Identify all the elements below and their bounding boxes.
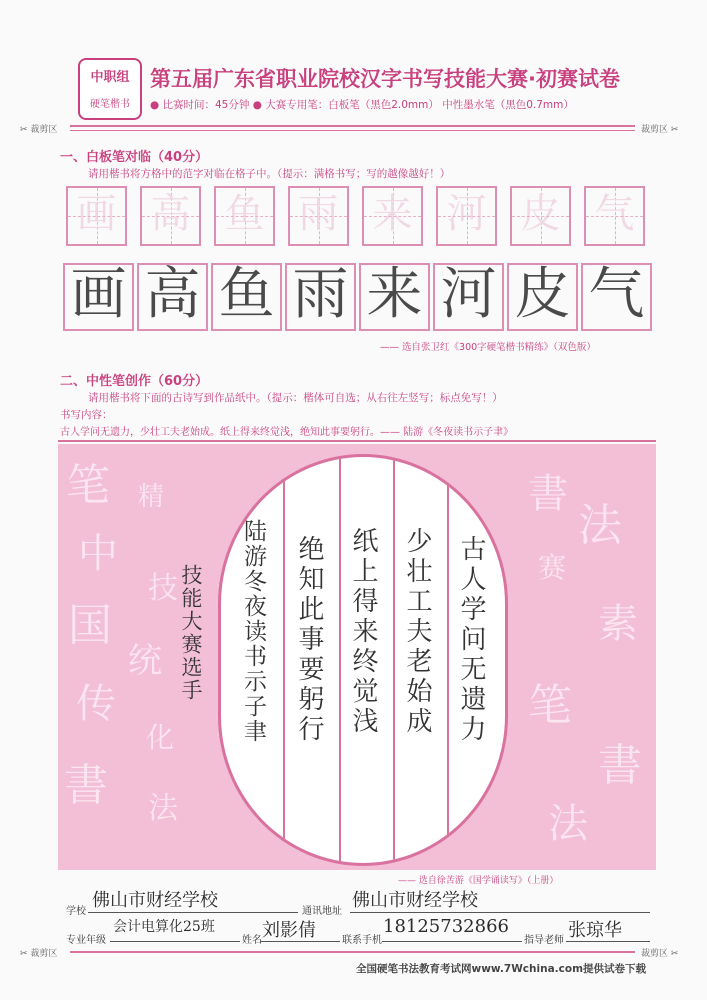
poem-column: 绝知此事要躬行: [294, 535, 324, 745]
poem-column: 纸上得来终觉浅: [348, 527, 378, 737]
watermark-decoration: 法: [548, 801, 588, 847]
model-cell: [359, 263, 430, 331]
watermark-decoration: 中: [78, 531, 118, 577]
model-cell: [285, 263, 356, 331]
writing-scroll[interactable]: [218, 454, 508, 866]
group-badge: [78, 58, 142, 120]
grade-value[interactable]: 会计电算化25班: [113, 919, 215, 935]
crop-mark-right: [641, 122, 678, 135]
watermark-decoration: 化: [146, 721, 175, 754]
footer-divider: [70, 951, 635, 953]
model-cell: [507, 263, 578, 331]
section1-source: —— 选自张卫红《300字硬笔楷书精练》（双色版）: [380, 342, 596, 353]
artwork-paper: [58, 444, 656, 870]
name-value[interactable]: 刘影倩: [262, 920, 316, 941]
model-char: 皮: [514, 262, 571, 327]
address-value[interactable]: 佛山市财经学校: [352, 890, 478, 911]
watermark-decoration: 赛: [538, 551, 567, 584]
scissors-icon: ✂: [668, 949, 679, 959]
practice-char: 气: [594, 191, 635, 237]
model-char: 气: [588, 262, 645, 327]
school-value[interactable]: 佛山市财经学校: [92, 890, 218, 911]
crop-label: 裁剪区: [30, 125, 58, 135]
crop-label: 裁剪区: [30, 949, 58, 959]
watermark-decoration: 笔: [66, 460, 110, 511]
header-divider-thin: [70, 130, 635, 131]
watermark-decoration: 技: [148, 571, 178, 606]
teacher-underline: [566, 941, 650, 942]
practice-cell[interactable]: [436, 186, 497, 246]
model-cell: [581, 263, 652, 331]
content-text: 古人学问无遗力，少壮工夫老始成。纸上得来终觉浅，绝知此事要躬行。—— 陆游《冬夜读书示子聿》: [60, 427, 514, 438]
practice-cell[interactable]: [584, 186, 645, 246]
model-cell: [63, 263, 134, 331]
signature-column: 技能大赛选手: [179, 564, 203, 702]
column-divider: [393, 457, 395, 863]
phone-label: 联系手机: [342, 935, 382, 946]
practice-cell[interactable]: [362, 186, 423, 246]
phone-value[interactable]: 18125732866: [383, 916, 509, 937]
model-grid: [63, 263, 663, 335]
practice-char: 来: [372, 191, 413, 237]
watermark-decoration: 国: [68, 600, 112, 651]
model-cell: [211, 263, 282, 331]
practice-cell[interactable]: [288, 186, 349, 246]
watermark-decoration: 笔: [528, 680, 572, 731]
footer-text: 全国硬笔书法教育考试网www.7Wchina.com提供试卷下载: [356, 963, 647, 975]
model-char: 画: [70, 262, 127, 327]
column-divider: [447, 457, 449, 863]
model-char: 雨: [292, 262, 349, 327]
watermark-decoration: 传: [76, 681, 116, 727]
watermark-decoration: 统: [128, 641, 162, 681]
poem-column: 少壮工夫老始成: [402, 527, 432, 737]
model-cell: [433, 263, 504, 331]
model-char: 高: [144, 262, 201, 327]
crop-label: 裁剪区: [641, 949, 669, 959]
section1-instruction: 请用楷书将方格中的范字对临在格子中。（提示：满格书写；写的越像越好！）: [88, 168, 451, 180]
name-underline: [260, 941, 340, 942]
practice-char: 皮: [520, 191, 561, 237]
model-char: 河: [440, 262, 497, 327]
school-label: 学校: [66, 906, 86, 917]
teacher-label: 指导老师: [524, 935, 564, 946]
model-cell: [137, 263, 208, 331]
header-divider: [70, 125, 635, 127]
practice-cell[interactable]: [214, 186, 275, 246]
teacher-value[interactable]: 张琼华: [568, 920, 622, 941]
poem-column: 古人学问无遗力: [456, 535, 486, 745]
artwork-top-rule: [58, 440, 656, 442]
practice-char: 鱼: [224, 191, 265, 237]
section2-title: 二、中性笔创作（60分）: [60, 374, 209, 389]
school-underline: [88, 912, 298, 913]
badge-group-label: 中职组: [90, 70, 130, 85]
exam-subtitle: ● 比赛时间：45分钟 ● 大赛专用笔：白板笔（黑色2.0mm） 中性墨水笔（黑色0.7mm）: [150, 99, 574, 111]
scissors-icon: ✂: [668, 125, 679, 135]
section2-instruction: 请用楷书将下面的古诗写到作品纸中。（提示：楷体可自选；从右往左竖写；标点免写！）: [88, 392, 503, 404]
watermark-decoration: 素: [598, 601, 638, 647]
grade-underline: [110, 941, 240, 942]
scissors-icon: ✂: [20, 125, 31, 135]
exam-title: 第五届广东省职业院校汉字书写技能大赛·初赛试卷: [150, 67, 620, 91]
crop-mark-bottom-right: [641, 946, 678, 959]
crop-label: 裁剪区: [641, 125, 669, 135]
watermark-decoration: 書: [64, 760, 108, 811]
section2-source: —— 选自徐苦游《国学诵读写》（上册）: [398, 876, 559, 886]
watermark-decoration: 法: [578, 500, 622, 551]
phone-underline: [382, 941, 522, 942]
section1-title: 一、白板笔对临（40分）: [60, 150, 209, 165]
watermark-decoration: 書: [528, 471, 568, 517]
model-char: 鱼: [218, 262, 275, 327]
practice-char: 雨: [298, 191, 339, 237]
practice-cell[interactable]: [66, 186, 127, 246]
address-underline: [350, 912, 650, 913]
crop-mark-left: [20, 122, 57, 135]
watermark-decoration: 精: [138, 482, 165, 512]
badge-category-label: 硬笔楷书: [90, 99, 130, 110]
practice-cell[interactable]: [510, 186, 571, 246]
name-label: 姓名: [242, 935, 262, 946]
practice-char: 河: [446, 191, 487, 237]
watermark-decoration: 法: [148, 791, 178, 826]
crop-mark-bottom-left: [20, 946, 57, 959]
practice-char: 画: [76, 191, 117, 237]
practice-grid: [66, 186, 656, 256]
address-label: 通讯地址: [302, 906, 342, 917]
column-divider: [339, 457, 341, 863]
content-label: 书写内容：: [60, 409, 113, 421]
column-divider: [283, 457, 285, 863]
scissors-icon: ✂: [20, 949, 31, 959]
watermark-decoration: 書: [598, 740, 642, 791]
model-char: 来: [366, 262, 423, 327]
practice-char: 高: [150, 191, 191, 237]
practice-cell[interactable]: [140, 186, 201, 246]
poem-column: 陆游冬夜读书示子聿: [240, 519, 266, 744]
grade-label: 专业年级: [66, 935, 106, 946]
